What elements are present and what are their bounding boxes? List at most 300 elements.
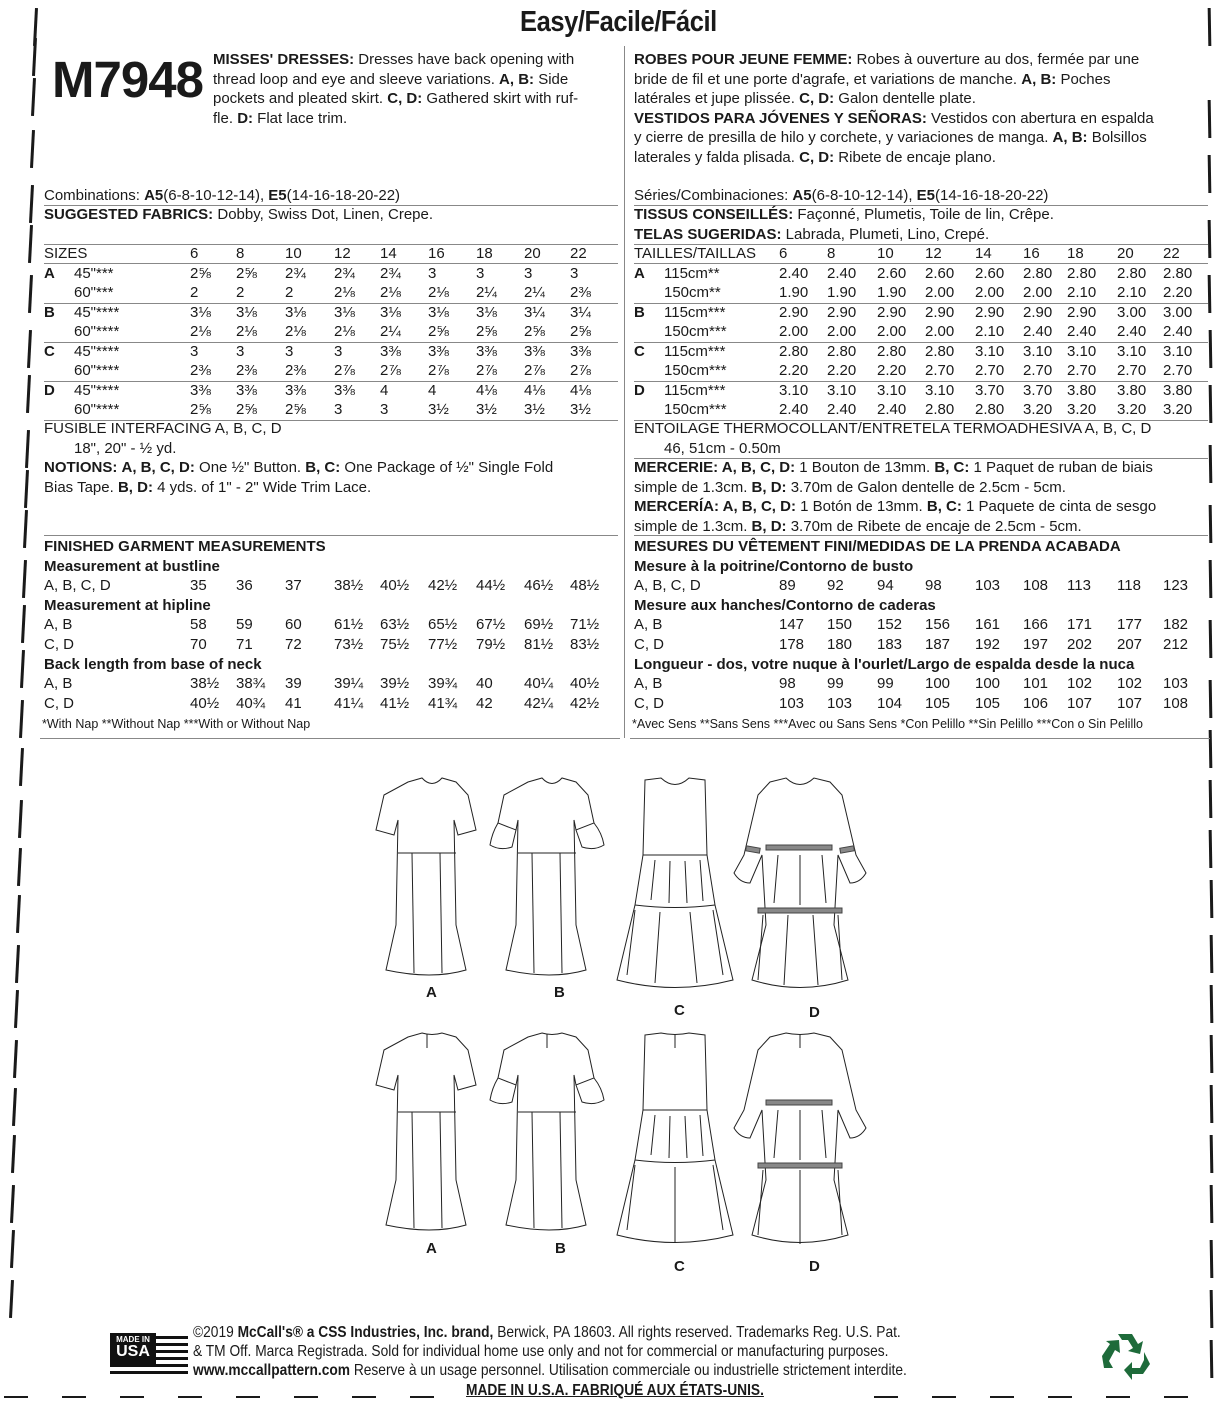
measurement-value: 48½ bbox=[570, 577, 600, 595]
measurement-value: 102 bbox=[1117, 675, 1143, 693]
view-letter: A bbox=[44, 264, 55, 282]
yardage-value: 2.40 bbox=[779, 264, 809, 282]
measurement-value: 39 bbox=[285, 675, 302, 693]
measurement-value: 197 bbox=[1023, 636, 1049, 653]
yardage-value: 2⅜ bbox=[236, 362, 257, 379]
yardage-value: 2.80 bbox=[1117, 264, 1147, 282]
drawing-label-c-front: C bbox=[674, 1002, 685, 1019]
measurement-value: 100 bbox=[975, 675, 1001, 693]
measurement-value: 99 bbox=[877, 675, 894, 693]
view-letter: B bbox=[634, 303, 645, 321]
divider bbox=[40, 738, 620, 739]
measurement-value: 98 bbox=[779, 675, 796, 693]
yardage-value: 2¾ bbox=[380, 264, 401, 282]
yardage-value: 2.80 bbox=[877, 342, 907, 360]
measurement-value: 70 bbox=[190, 636, 207, 653]
fabric-width: 45"**** bbox=[74, 381, 120, 399]
cut-mark bbox=[10, 1185, 15, 1223]
yardage-value: 2.10 bbox=[975, 323, 1005, 340]
drawing-label-b-back: B bbox=[555, 1240, 566, 1257]
yardage-value: 3¼ bbox=[524, 303, 545, 321]
size-header: 20 bbox=[1117, 245, 1134, 262]
yardage-value: 3⅜ bbox=[380, 342, 401, 360]
measurement-value: 40 bbox=[476, 675, 493, 693]
measurement-value: 81½ bbox=[524, 636, 554, 653]
cut-mark bbox=[32, 38, 37, 76]
measurement-value: 63½ bbox=[380, 616, 410, 634]
yardage-value: 3⅜ bbox=[570, 342, 591, 360]
measurement-value: 42½ bbox=[428, 577, 458, 595]
yardage-value: 3.70 bbox=[1023, 381, 1053, 399]
cut-mark bbox=[14, 990, 19, 1028]
drawing-label-a-back: A bbox=[426, 1240, 437, 1257]
cut-mark bbox=[1209, 560, 1213, 598]
yardage-value: 2.70 bbox=[1163, 362, 1193, 379]
column-divider bbox=[624, 46, 625, 738]
cut-mark bbox=[15, 945, 20, 983]
yardage-value: 4⅛ bbox=[570, 381, 591, 399]
yardage-value: 2.70 bbox=[1023, 362, 1053, 379]
combinations-fr-es: Séries/Combinaciones: A5(6-8-10-12-14), E5(14-16-18-20-22) bbox=[634, 187, 1049, 204]
measurement-subtitle: Mesure à la poitrine/Contorno de busto bbox=[634, 557, 914, 575]
yardage-value: 2¾ bbox=[334, 264, 355, 282]
yardage-value: 2.40 bbox=[779, 401, 809, 418]
measurement-value: 118 bbox=[1117, 577, 1141, 595]
cut-mark bbox=[19, 748, 24, 786]
measurement-value: 60 bbox=[285, 616, 302, 634]
yardage-value: 2.80 bbox=[925, 342, 955, 360]
interfacing-title-fr-es: ENTOILAGE THERMOCOLLANT/ENTRETELA TERMOADHESIVA A, B, C, D bbox=[634, 420, 1152, 437]
cut-mark bbox=[10, 1230, 15, 1268]
measurement-value: 108 bbox=[1023, 577, 1049, 595]
size-header: 12 bbox=[334, 245, 351, 262]
cut-dash bbox=[932, 1396, 956, 1398]
desc-es-line: laterales y falda plisada. C, D: Ribete de encaje plano. bbox=[634, 148, 996, 166]
yardage-value: 2 bbox=[190, 284, 199, 301]
divider bbox=[634, 535, 1208, 536]
measurement-value: 103 bbox=[779, 694, 805, 712]
yardage-value: 2⅛ bbox=[334, 284, 355, 301]
cut-mark bbox=[1208, 220, 1212, 258]
yardage-value: 2.00 bbox=[877, 323, 907, 340]
size-header: 18 bbox=[476, 245, 493, 262]
yardage-value: 2.90 bbox=[827, 303, 857, 321]
fabric-width: 150cm*** bbox=[664, 323, 727, 340]
measurement-value: 103 bbox=[1163, 675, 1189, 693]
cut-mark bbox=[26, 375, 31, 413]
measurement-value: 99 bbox=[827, 675, 844, 693]
yardage-value: 3 bbox=[285, 342, 294, 360]
desc-fr-line: bride de fil et une porte d'agrafe, et variations de manche. A, B: Poches bbox=[634, 70, 1111, 88]
yardage-value: 2.40 bbox=[1067, 323, 1097, 340]
yardage-value: 2¼ bbox=[524, 284, 545, 301]
yardage-value: 2⅛ bbox=[190, 323, 211, 340]
measurement-value: 105 bbox=[925, 694, 951, 712]
cut-mark bbox=[1210, 1240, 1214, 1278]
cut-mark bbox=[1210, 1185, 1214, 1223]
measurement-value: 113 bbox=[1067, 577, 1091, 595]
measurement-value: 107 bbox=[1117, 694, 1143, 712]
cut-mark bbox=[25, 430, 30, 468]
measurement-value: 177 bbox=[1117, 616, 1143, 634]
view-letter: C bbox=[634, 342, 645, 360]
yardage-value: 2.40 bbox=[877, 401, 907, 418]
cut-mark bbox=[13, 1040, 18, 1078]
size-header: 6 bbox=[779, 245, 788, 262]
yardage-value: 2.70 bbox=[925, 362, 955, 379]
measurement-value: 40½ bbox=[570, 675, 600, 693]
cut-mark bbox=[31, 78, 36, 116]
cut-mark bbox=[9, 1280, 14, 1318]
yardage-value: 3⅜ bbox=[524, 342, 545, 360]
yardage-value: 2.00 bbox=[925, 284, 955, 301]
measurement-value: 38¾ bbox=[236, 675, 266, 693]
size-header: 22 bbox=[1163, 245, 1180, 262]
measurement-value: 40¾ bbox=[236, 694, 266, 712]
size-header: 10 bbox=[285, 245, 302, 262]
cut-mark bbox=[23, 510, 28, 548]
measurement-value: 104 bbox=[877, 694, 903, 712]
measurement-value: 147 bbox=[779, 616, 805, 634]
measurement-subtitle: Measurement at bustline bbox=[44, 557, 220, 575]
cut-mark bbox=[1208, 275, 1212, 313]
yardage-value: 2.00 bbox=[925, 323, 955, 340]
measurement-value: 40½ bbox=[190, 694, 220, 712]
measurement-value: 38½ bbox=[190, 675, 220, 693]
yardage-value: 3⅛ bbox=[190, 303, 211, 321]
measurement-value: 39½ bbox=[380, 675, 410, 693]
yardage-value: 2.90 bbox=[1023, 303, 1053, 321]
measurement-value: 58 bbox=[190, 616, 207, 634]
yardage-value: 2⅜ bbox=[570, 284, 591, 301]
yardage-value: 2.40 bbox=[1117, 323, 1147, 340]
yardage-value: 2⅛ bbox=[380, 284, 401, 301]
yardage-value: 3½ bbox=[476, 401, 497, 418]
cut-dash bbox=[4, 1396, 28, 1398]
measurement-value: 71½ bbox=[570, 616, 600, 634]
made-in-usa-text: MADE IN U.S.A. FABRIQUÉ AUX ÉTATS-UNIS. bbox=[466, 1382, 764, 1399]
interfacing-value-en: 18", 20" - ½ yd. bbox=[74, 440, 177, 457]
cut-mark bbox=[24, 470, 29, 508]
nap-footnote: *Avec Sens **Sans Sens ***Avec ou Sans Sens *Con Pelillo **Sin Pelillo ***Con o Sin Pelillo bbox=[632, 717, 1143, 732]
copyright-line-3: www.mccallpattern.com Reserve à un usage personnel. Utilisation commerciale ou industrielle strictement interdite. bbox=[193, 1362, 907, 1379]
cut-mark bbox=[1209, 680, 1213, 718]
cut-dash bbox=[1048, 1396, 1072, 1398]
yardage-value: 2.00 bbox=[779, 323, 809, 340]
suggested-fabrics-fr: TISSUS CONSEILLÉS: Façonné, Plumetis, Toile de lin, Crêpe. bbox=[634, 206, 1054, 223]
yardage-value: 3 bbox=[334, 401, 343, 418]
cut-mark bbox=[1209, 730, 1213, 768]
view-letter: B bbox=[44, 303, 55, 321]
cut-mark bbox=[1210, 1085, 1214, 1123]
yardage-value: 2⅝ bbox=[190, 264, 211, 282]
size-header: 16 bbox=[1023, 245, 1040, 262]
yardage-value: 3 bbox=[380, 401, 389, 418]
yardage-value: 3.20 bbox=[1023, 401, 1053, 418]
yardage-value: 2.80 bbox=[1163, 264, 1193, 282]
cut-mark bbox=[12, 1088, 17, 1126]
yardage-value: 2⅞ bbox=[334, 362, 355, 379]
cut-dash bbox=[178, 1396, 202, 1398]
yardage-value: 3.70 bbox=[975, 381, 1005, 399]
yardage-value: 2 bbox=[285, 284, 294, 301]
measurement-value: 180 bbox=[827, 636, 853, 653]
cut-mark bbox=[29, 185, 34, 223]
cut-dash bbox=[990, 1396, 1014, 1398]
desc-en-line: pockets and pleated skirt. C, D: Gathered skirt with ruf- bbox=[213, 90, 579, 108]
size-header: 6 bbox=[190, 245, 199, 262]
measurement-value: 65½ bbox=[428, 616, 458, 634]
drawing-label-a-front: A bbox=[426, 984, 437, 1001]
cut-mark bbox=[19, 700, 24, 738]
measurement-value: 103 bbox=[827, 694, 853, 712]
measurement-value: 42½ bbox=[570, 694, 600, 712]
yardage-value: 3⅛ bbox=[285, 303, 306, 321]
yardage-value: 3.10 bbox=[779, 381, 809, 399]
cut-mark bbox=[1210, 880, 1214, 918]
desc-en-line: thread loop and eye and sleeve variations. A, B: Side bbox=[213, 70, 569, 88]
fabric-width: 60"*** bbox=[74, 284, 114, 301]
yardage-value: 2⅞ bbox=[524, 362, 545, 379]
difficulty-title: Easy/Facile/Fácil bbox=[520, 6, 717, 38]
measurement-value: 36 bbox=[236, 577, 253, 595]
measurement-value: 161 bbox=[975, 616, 1001, 634]
yardage-value: 2⅛ bbox=[428, 284, 449, 301]
measurement-value: 41 bbox=[285, 694, 302, 712]
made-in-usa-badge bbox=[110, 1333, 188, 1373]
cut-mark bbox=[1209, 385, 1213, 423]
yardage-value: 3⅛ bbox=[236, 303, 257, 321]
size-header: 18 bbox=[1067, 245, 1084, 262]
fabric-width: 45"**** bbox=[74, 303, 120, 321]
yardage-value: 2⅝ bbox=[524, 323, 545, 340]
interfacing-value-fr-es: 46, 51cm - 0.50m bbox=[664, 440, 781, 457]
measurement-subtitle: Back length from base of neck bbox=[44, 655, 262, 673]
merceria-line-1: MERCERÍA: A, B, C, D: 1 Botón de 13mm. B, C: 1 Paquete de cinta de sesgo bbox=[634, 498, 1157, 515]
yardage-value: 3.10 bbox=[877, 381, 907, 399]
yardage-value: 3.00 bbox=[1117, 303, 1147, 321]
yardage-value: 2.40 bbox=[1163, 323, 1193, 340]
yardage-value: 2.60 bbox=[975, 264, 1005, 282]
measurement-subtitle: Measurement at hipline bbox=[44, 596, 211, 614]
yardage-value: 3.20 bbox=[1117, 401, 1147, 418]
yardage-value: 2.00 bbox=[827, 323, 857, 340]
yardage-value: 3.00 bbox=[1163, 303, 1193, 321]
measurement-value: 40¼ bbox=[524, 675, 554, 693]
copyright-line-2: & TM Off. Marca Registrada. Sold for individual home use only and not for commercial or manufacturing purposes. bbox=[193, 1343, 889, 1360]
yardage-value: 3.20 bbox=[1067, 401, 1097, 418]
description-fr-es bbox=[634, 50, 1214, 168]
description-en bbox=[213, 50, 623, 128]
yardage-value: 3½ bbox=[524, 401, 545, 418]
size-header: 20 bbox=[524, 245, 541, 262]
yardage-value: 3⅛ bbox=[428, 303, 449, 321]
yardage-value: 4⅛ bbox=[476, 381, 497, 399]
fabric-width: 115cm*** bbox=[664, 303, 726, 321]
fabric-width: 150cm*** bbox=[664, 362, 727, 379]
divider bbox=[630, 738, 1210, 739]
yardage-value: 3½ bbox=[570, 401, 591, 418]
fabric-width: 115cm** bbox=[664, 264, 720, 282]
measurement-value: 42 bbox=[476, 694, 493, 712]
yardage-value: 2.90 bbox=[779, 303, 809, 321]
yardage-value: 3 bbox=[236, 342, 245, 360]
yardage-value: 2⅛ bbox=[236, 323, 257, 340]
drawing-view-c-front bbox=[617, 778, 733, 988]
cut-dash bbox=[294, 1396, 318, 1398]
measurement-value: 105 bbox=[975, 694, 1001, 712]
measurement-value: 123 bbox=[1163, 577, 1189, 595]
desc-fr-line: latérales et jupe plissée. C, D: Galon dentelle plate. bbox=[634, 90, 976, 108]
measurement-value: 192 bbox=[975, 636, 1001, 653]
combinations-en: Combinations: A5(6-8-10-12-14), E5(14-16-18-20-22) bbox=[44, 187, 401, 204]
yardage-value: 2⅝ bbox=[190, 401, 211, 418]
desc-es-line: y cierre de presilla de hilo y corchete, y variaciones de manga. A, B: Bolsillos bbox=[634, 129, 1147, 147]
yardage-value: 2.40 bbox=[827, 401, 857, 418]
measurement-value: 77½ bbox=[428, 636, 458, 653]
cut-mark bbox=[1210, 985, 1214, 1023]
yardage-value: 3 bbox=[476, 264, 485, 282]
yardage-value: 2⅞ bbox=[570, 362, 591, 379]
yardage-value: 3⅜ bbox=[476, 342, 497, 360]
yardage-value: 2 bbox=[236, 284, 245, 301]
drawing-view-d-back bbox=[734, 1033, 866, 1244]
yardage-value: 3.10 bbox=[975, 342, 1005, 360]
measurement-value: 183 bbox=[877, 636, 903, 653]
measurement-value: 150 bbox=[827, 616, 853, 634]
yardage-value: 3.80 bbox=[1117, 381, 1147, 399]
cut-mark bbox=[21, 605, 26, 643]
measurement-value: 71 bbox=[236, 636, 253, 653]
measurement-value: 69½ bbox=[524, 616, 554, 634]
yardage-value: 4⅛ bbox=[524, 381, 545, 399]
cut-mark bbox=[1209, 620, 1213, 658]
fabric-width: 60"**** bbox=[74, 362, 120, 379]
recycle-icon bbox=[1098, 1330, 1152, 1382]
desc-es-line: VESTIDOS PARA JÓVENES Y SEÑORAS: Vestidos con abertura en espalda bbox=[634, 109, 1154, 127]
cut-dash bbox=[1106, 1396, 1130, 1398]
yardage-value: 2⅞ bbox=[476, 362, 497, 379]
size-header: 16 bbox=[428, 245, 445, 262]
fabric-width: 45"**** bbox=[74, 342, 120, 360]
yardage-value: 3 bbox=[428, 264, 437, 282]
yardage-value: 2⅝ bbox=[285, 401, 306, 418]
yardage-value: 2.80 bbox=[925, 401, 955, 418]
suggested-fabrics-es: TELAS SUGERIDAS: Labrada, Plumeti, Lino, Crepé. bbox=[634, 226, 990, 243]
yardage-value: 4 bbox=[428, 381, 437, 399]
cut-mark bbox=[1209, 445, 1213, 483]
yardage-value: 2.80 bbox=[975, 401, 1005, 418]
size-header: 12 bbox=[925, 245, 942, 262]
yardage-value: 3.20 bbox=[1163, 401, 1193, 418]
cut-mark bbox=[1210, 935, 1214, 973]
drawing-label-b-front: B bbox=[554, 984, 565, 1001]
drawing-view-b-back bbox=[490, 1033, 604, 1230]
yardage-value: 1.90 bbox=[779, 284, 809, 301]
view-letter: D bbox=[634, 381, 645, 399]
pattern-number: M7948 bbox=[52, 51, 203, 108]
measurement-value: 42¼ bbox=[524, 694, 554, 712]
yardage-value: 2¼ bbox=[380, 323, 401, 340]
yardage-value: 2.90 bbox=[925, 303, 955, 321]
yardage-value: 3.80 bbox=[1163, 381, 1193, 399]
yardage-value: 2.80 bbox=[1067, 264, 1097, 282]
yardage-value: 2.90 bbox=[877, 303, 907, 321]
measurement-value: 67½ bbox=[476, 616, 506, 634]
desc-en-line: MISSES' DRESSES: Dresses have back opening with bbox=[213, 51, 575, 68]
measurement-value: 103 bbox=[975, 577, 1001, 595]
yardage-value: 2.40 bbox=[1023, 323, 1053, 340]
nap-footnote: *With Nap **Without Nap ***With or Without Nap bbox=[42, 717, 311, 732]
measurement-value: 106 bbox=[1023, 694, 1049, 712]
size-header: 14 bbox=[975, 245, 992, 262]
mercerie-line-1: MERCERIE: A, B, C, D: 1 Bouton de 13mm. B, C: 1 Paquet de ruban de biais bbox=[634, 459, 1153, 476]
measurement-value: 212 bbox=[1163, 636, 1189, 653]
cut-dash bbox=[410, 1396, 434, 1398]
yardage-value: 3.10 bbox=[925, 381, 955, 399]
mercerie-line-2: simple de 1.3cm. B, D: 3.70m de Galon dentelle de 2.5cm - 5cm. bbox=[634, 479, 1066, 496]
yardage-value: 2⅝ bbox=[428, 323, 449, 340]
measurement-value: 171 bbox=[1067, 616, 1093, 634]
yardage-value: 2⅛ bbox=[334, 323, 355, 340]
cut-dash bbox=[1164, 1396, 1188, 1398]
measurement-value: 156 bbox=[925, 616, 951, 634]
finished-title: FINISHED GARMENT MEASUREMENTS bbox=[44, 538, 326, 555]
yardage-value: 3.10 bbox=[1117, 342, 1147, 360]
drawing-view-d-front bbox=[734, 778, 866, 988]
yardage-value: 2.60 bbox=[877, 264, 907, 282]
divider bbox=[44, 535, 618, 536]
yardage-value: 2⅝ bbox=[476, 323, 497, 340]
measurement-value: 41½ bbox=[380, 694, 410, 712]
yardage-value: 2.70 bbox=[975, 362, 1005, 379]
measurement-value: 35 bbox=[190, 577, 207, 595]
drawing-label-c-back: C bbox=[674, 1258, 685, 1275]
yardage-value: 1.90 bbox=[827, 284, 857, 301]
drawing-view-b-front bbox=[490, 778, 604, 975]
cut-mark bbox=[1210, 1290, 1214, 1328]
yardage-value: 2.20 bbox=[1163, 284, 1193, 301]
drawing-label-d-back: D bbox=[809, 1258, 820, 1275]
measurement-value: 89 bbox=[779, 577, 796, 595]
cut-dash bbox=[874, 1396, 898, 1398]
yardage-value: 3⅜ bbox=[190, 381, 211, 399]
cut-mark bbox=[1210, 1340, 1214, 1378]
yardage-value: 2⅞ bbox=[380, 362, 401, 379]
yardage-value: 2.40 bbox=[827, 264, 857, 282]
size-header: 22 bbox=[570, 245, 587, 262]
yardage-value: 1.90 bbox=[877, 284, 907, 301]
measurement-value: 37 bbox=[285, 577, 302, 595]
website-link[interactable]: www.mccallpattern.com bbox=[193, 1362, 351, 1379]
drawing-label-d-front: D bbox=[809, 1004, 820, 1021]
measurement-value: 38½ bbox=[334, 577, 364, 595]
cut-mark bbox=[11, 1135, 16, 1173]
size-header: 8 bbox=[236, 245, 245, 262]
desc-en-line: fle. D: Flat lace trim. bbox=[213, 109, 348, 127]
yardage-value: 3⅜ bbox=[428, 342, 449, 360]
cut-mark bbox=[27, 330, 32, 368]
copyright-line-1: ©2019 McCall's® a CSS Industries, Inc. brand, Berwick, PA 18603. All rights reserved. Trademarks Reg. U.S. Pat. bbox=[193, 1324, 901, 1341]
merceria-line-2: simple de 1.3cm. B, D: 3.70m de Ribete de encaje de 2.5cm - 5cm. bbox=[634, 518, 1082, 535]
measurement-value: 101 bbox=[1023, 675, 1049, 693]
yardage-value: 3.80 bbox=[1067, 381, 1097, 399]
view-letter: A bbox=[634, 264, 645, 282]
cut-mark bbox=[18, 800, 23, 838]
fabric-width: 115cm*** bbox=[664, 381, 726, 399]
yardage-value: 3 bbox=[570, 264, 579, 282]
yardage-value: 3⅜ bbox=[334, 381, 355, 399]
